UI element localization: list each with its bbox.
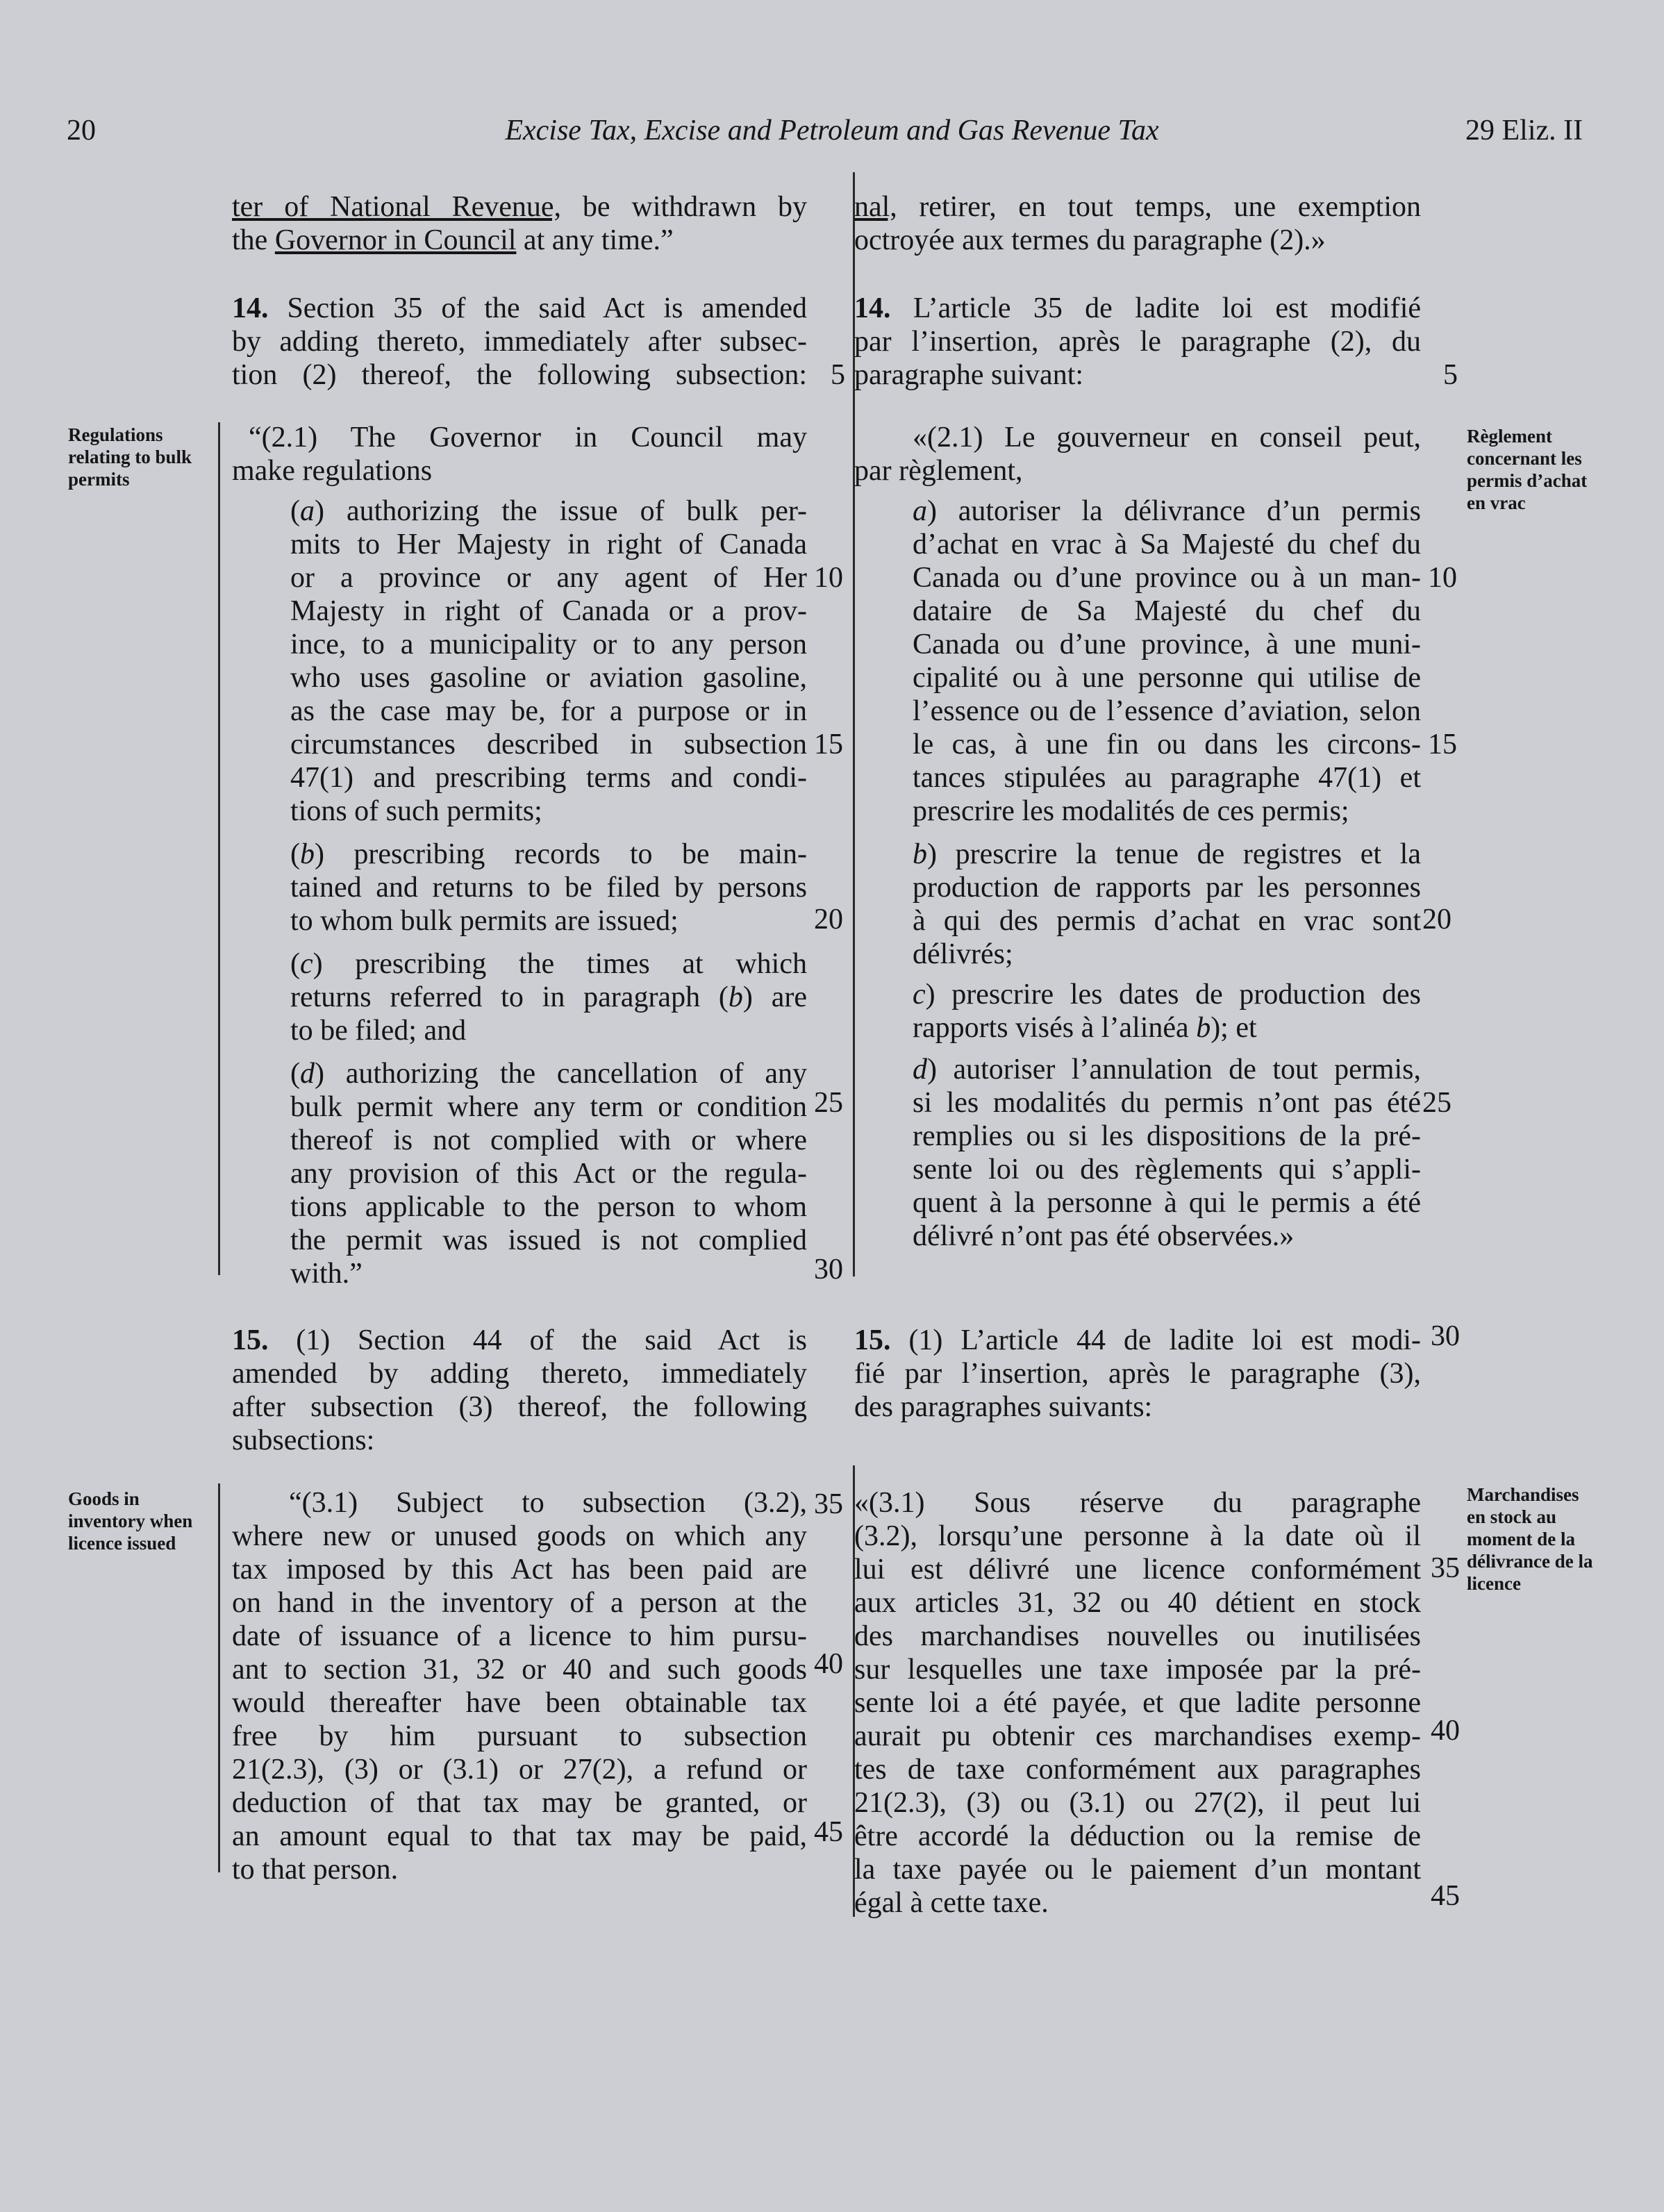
paragraph-c: (c) prescribing the times at which — [290, 948, 807, 980]
text-line: à qui des permis d’achat en vrac sont — [913, 905, 1421, 937]
text-line: «(3.1) Sous réserve du paragraphe — [854, 1487, 1421, 1519]
line-number: 15 — [814, 729, 843, 760]
page-number: 20 — [67, 115, 96, 147]
text-line: the Governor in Council at any time.” — [232, 224, 674, 256]
text-line: sente loi ou des règlements qui s’appli- — [913, 1154, 1421, 1186]
text-line: la taxe payée ou le paiement d’un montant — [854, 1854, 1421, 1886]
line-number: 25 — [1422, 1087, 1451, 1119]
text-line: circumstances described in subsection — [290, 729, 807, 760]
text-line: where new or unused goods on which any — [232, 1520, 807, 1552]
regnal-year: 29 Eliz. II — [1465, 115, 1583, 147]
text-line: le cas, à une fin ou dans les circons- — [913, 729, 1421, 760]
line-number: 45 — [1431, 1880, 1460, 1912]
text-line: subsections: — [232, 1424, 375, 1456]
running-title: Excise Tax, Excise and Petroleum and Gas Revenue Tax — [505, 115, 1159, 147]
margin-note-goods: Goods in inventory when licence issued — [68, 1488, 193, 1554]
text-line: or a province or any agent of Her — [290, 562, 807, 594]
text-line: tions applicable to the person to whom — [290, 1191, 807, 1223]
text-line: des paragraphes suivants: — [854, 1391, 1153, 1423]
text-line: the permit was issued is not complied — [290, 1224, 807, 1256]
text-line: lui est délivré une licence conformément — [854, 1554, 1421, 1586]
text-line: «(2.1) Le gouverneur en conseil peut, — [913, 422, 1421, 454]
text-line: Canada ou d’une province, à une muni- — [913, 629, 1421, 660]
text-line: any provision of this Act or the regula- — [290, 1158, 807, 1190]
text-line: date of issuance of a licence to him pursu- — [232, 1620, 807, 1652]
text-line: prescrire les modalités de ces permis; — [913, 795, 1349, 827]
text-line: who uses gasoline or aviation gasoline, — [290, 662, 807, 694]
line-number: 30 — [1431, 1320, 1460, 1352]
spacer — [853, 1181, 855, 1188]
text-line: si les modalités du permis n’ont pas été — [913, 1087, 1421, 1119]
text-line: 21(2.3), (3) or (3.1) or 27(2), a refund or — [232, 1754, 807, 1786]
line-number: 45 — [814, 1816, 843, 1848]
text-line: aurait pu obtenir ces marchandises exemp- — [854, 1720, 1421, 1752]
section-15-heading: 15. (1) Section 44 of the said Act is — [232, 1324, 807, 1356]
text-line: deduction of that tax may be granted, or — [232, 1787, 807, 1819]
margin-rule-goods — [218, 1483, 220, 1872]
text-line: “(2.1) The Governor in Council may — [249, 422, 807, 454]
line-number: 20 — [814, 904, 843, 935]
text-line: par l’insertion, après le paragraphe (2), du — [854, 326, 1421, 358]
text-line: des marchandises nouvelles ou inutilisées — [854, 1620, 1421, 1652]
margin-note-marchandises: Marchandises en stock au moment de la délivrance de la licence — [1467, 1484, 1593, 1594]
line-number: 40 — [814, 1648, 843, 1680]
text-line: nal, retirer, en tout temps, une exemption — [854, 191, 1421, 223]
text-line: quent à la personne à qui le permis a été — [913, 1187, 1421, 1219]
text-line: would thereafter have been obtainable tax — [232, 1687, 807, 1719]
text-line: fié par l’insertion, après le paragraphe (3), — [854, 1358, 1421, 1390]
text-line: Majesty in right of Canada or a prov- — [290, 595, 807, 627]
text-line: d’achat en vrac à Sa Majesté du chef du — [913, 529, 1421, 560]
text-line: cipalité ou à une personne qui utilise de — [913, 662, 1421, 694]
text-line: returns referred to in paragraph (b) are — [290, 981, 807, 1013]
text-line: paragraphe suivant: — [854, 359, 1084, 391]
text-line: “(3.1) Subject to subsection (3.2), — [289, 1487, 807, 1519]
section-14-heading: 14. Section 35 of the said Act is amended — [232, 292, 807, 324]
text-line: production de rapports par les personnes — [913, 872, 1421, 904]
text-line: to that person. — [232, 1854, 399, 1886]
line-number: 10 — [1428, 562, 1457, 594]
text-line: free by him pursuant to subsection — [232, 1720, 807, 1752]
text-line: 21(2.3), (3) ou (3.1) ou 27(2), il peut lui — [854, 1787, 1421, 1819]
text-line: tion (2) thereof, the following subsection: — [232, 359, 807, 391]
text-line: tes de taxe conformément aux paragraphes — [854, 1754, 1421, 1786]
line-number: 5 — [1443, 359, 1458, 391]
margin-note-regulations: Regulations relating to bulk permits — [68, 424, 192, 490]
text-line: amended by adding thereto, immediately — [232, 1358, 807, 1390]
text-line: tances stipulées au paragraphe 47(1) et — [913, 762, 1421, 794]
line-number: 40 — [1431, 1715, 1460, 1747]
text-line: octroyée aux termes du paragraphe (2).» — [854, 224, 1326, 256]
line-number: 35 — [814, 1488, 843, 1520]
line-number: 35 — [1431, 1552, 1460, 1584]
text-line: sente loi a été payée, et que ladite personne — [854, 1687, 1421, 1719]
text-line: Canada ou d’une province ou à un man- — [913, 562, 1421, 594]
text-line: make regulations — [232, 455, 433, 487]
margin-note-reglement: Règlement concernant les permis d’achat en vrac — [1467, 426, 1588, 513]
text-line: as the case may be, for a purpose or in — [290, 695, 807, 727]
paragraph-b: b) prescrire la tenue de registres et la — [913, 838, 1421, 870]
paragraph-d: d) autoriser l’annulation de tout permis, — [913, 1054, 1421, 1086]
section-14-heading: 14. L’article 35 de ladite loi est modifié — [854, 292, 1421, 324]
text-line: égal à cette taxe. — [854, 1887, 1049, 1919]
line-number: 15 — [1428, 729, 1457, 760]
text-line: sur lesquelles une taxe imposée par la pré- — [854, 1654, 1421, 1686]
text-line: dataire de Sa Majesté du chef du — [913, 595, 1421, 627]
text-line: délivrés; — [913, 938, 1013, 970]
text-line: remplies ou si les dispositions de la pré- — [913, 1120, 1421, 1152]
text-line: tax imposed by this Act has been paid are — [232, 1554, 807, 1586]
text-line: an amount equal to that tax may be paid, — [232, 1820, 807, 1852]
text-line: by adding thereto, immediately after subsec- — [232, 326, 807, 358]
paragraph-b: (b) prescribing records to be main- — [290, 838, 807, 870]
text-line: mits to Her Majesty in right of Canada — [290, 529, 807, 560]
line-number: 10 — [814, 562, 843, 594]
text-line: l’essence ou de l’essence d’aviation, selon — [913, 695, 1421, 727]
text-line: thereof is not complied with or where — [290, 1124, 807, 1156]
text-line: par règlement, — [854, 455, 1023, 487]
line-number: 20 — [1422, 904, 1451, 935]
text-line: ince, to a municipality or to any person — [290, 629, 807, 660]
text-line: aux articles 31, 32 ou 40 détient en stock — [854, 1587, 1421, 1619]
text-line: tions of such permits; — [290, 795, 542, 827]
text-line: être accordé la déduction ou la remise de — [854, 1820, 1421, 1852]
margin-rule-regulations — [218, 422, 220, 1275]
text-line: after subsection (3) thereof, the following — [232, 1391, 807, 1423]
text-line: to whom bulk permits are issued; — [290, 905, 679, 937]
paragraph-a: (a) authorizing the issue of bulk per- — [290, 495, 807, 527]
text-line: tained and returns to be filed by persons — [290, 872, 807, 904]
paragraph-a: a) autoriser la délivrance d’un permis — [913, 495, 1421, 527]
text-line: to be filed; and — [290, 1015, 467, 1047]
text-line: ant to section 31, 32 or 40 and such goods — [232, 1654, 807, 1686]
line-number: 5 — [831, 359, 845, 391]
text-line: rapports visés à l’alinéa b); et — [913, 1012, 1257, 1044]
paragraph-c: c) prescrire les dates de production des — [913, 979, 1421, 1011]
line-number: 30 — [814, 1254, 843, 1286]
text-line: bulk permit where any term or condition — [290, 1091, 807, 1123]
text-line: (3.2), lorsqu’une personne à la date où il — [854, 1520, 1421, 1552]
text-line: 47(1) and prescribing terms and condi- — [290, 762, 807, 794]
text-line: ter of National Revenue, be withdrawn by — [232, 191, 807, 223]
text-line: with.” — [290, 1258, 363, 1290]
paragraph-d: (d) authorizing the cancellation of any — [290, 1058, 807, 1090]
section-15-heading: 15. (1) L’article 44 de ladite loi est modi- — [854, 1324, 1421, 1356]
line-number: 25 — [814, 1087, 843, 1119]
text-line: on hand in the inventory of a person at the — [232, 1587, 807, 1619]
text-line: délivré n’ont pas été observées.» — [913, 1220, 1295, 1252]
